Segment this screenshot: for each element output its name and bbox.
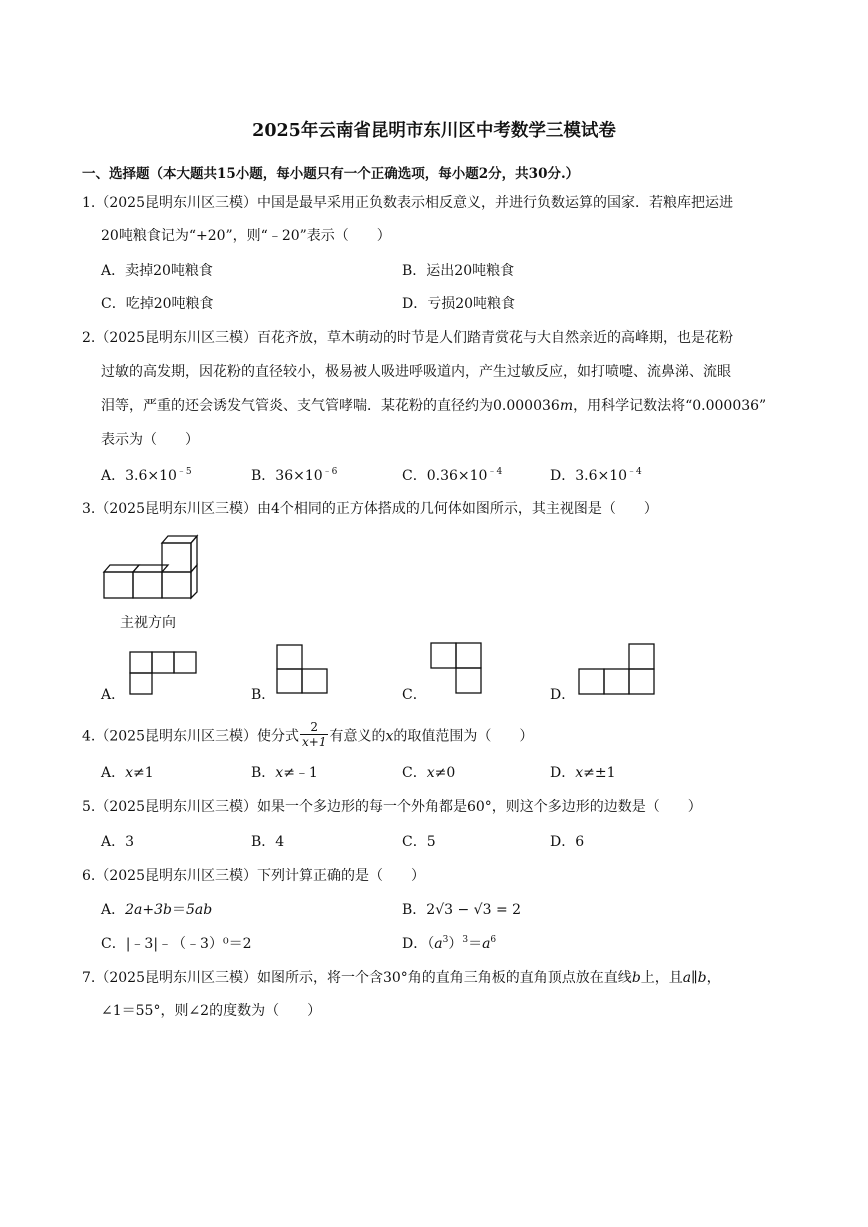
- view-direction-label: 主视方向: [120, 615, 176, 631]
- q2-option-b: B．$36\times 10^{﹣6}$: [251, 467, 338, 484]
- q5-option-c: C．5: [402, 834, 436, 850]
- question-1-line-2: 20吨粮食记为“+20”，则“﹣20”表示（ ）: [101, 228, 391, 244]
- q6-option-a: A．2a+3b＝5ab: [101, 902, 213, 918]
- q5-option-d: D．6: [550, 834, 585, 850]
- question-2-line-3: 泪等，严重的还会诱发气管炎、支气管哮喘．某花粉的直径约为0.000036m，用科学记数法将“0.000036”: [101, 398, 767, 414]
- question-6-line-1: 6.（2025昆明东川区三模）下列计算正确的是（ ）: [82, 868, 425, 884]
- section-heading: 一、选择题（本大题共15小题，每小题只有一个正确选项，每小题2分，共30分.）: [82, 166, 580, 182]
- q6-option-c: C．|﹣3|﹣（﹣3）⁰＝2: [101, 936, 252, 952]
- question-1-line-1: 1.（2025昆明东川区三模）中国是最早采用正负数表示相反意义，并进行负数运算的国家．若粮库把运进: [82, 195, 733, 211]
- q4-option-a: A．x≠1: [101, 765, 154, 781]
- q1-option-a: A．卖掉20吨粮食: [101, 263, 213, 279]
- q4-option-b: B．x≠﹣1: [251, 765, 318, 781]
- page-title: 2025年云南省昆明市东川区中考数学三模试卷: [252, 121, 616, 141]
- q3-option-b-figure: [275, 643, 331, 695]
- q3-option-a-figure: [128, 650, 198, 696]
- q6-option-b: B．2√3 − √3 = 2: [402, 902, 522, 918]
- q5-option-b: B．4: [251, 834, 285, 850]
- q3-option-d-figure: [575, 642, 657, 696]
- q1-option-c: C．吃掉20吨粮食: [101, 296, 214, 312]
- question-2-line-1: 2.（2025昆明东川区三模）百花齐放，草木萌动的时节是人们踏青赏花与大自然亲近的高峰期，也是花粉: [82, 330, 733, 346]
- question-3-line-1: 3.（2025昆明东川区三模）由4个相同的正方体搭成的几何体如图所示，其主视图是（ ）: [82, 501, 658, 517]
- q2-option-c: C．$0.36\times 10^{﹣4}$: [402, 467, 503, 484]
- q6-option-d: D．$(a^3)^3=a^6$: [402, 935, 497, 952]
- question-7-line-2: ∠1＝55°，则∠2的度数为（ ）: [101, 1003, 322, 1019]
- question-4-line-1: 4.（2025昆明东川区三模）使分式 $\frac{2}{x+1}$ 有意义的x的取值范围为（ ）: [82, 720, 534, 749]
- q3-option-c-label: C．: [402, 687, 427, 703]
- q2-option-d: D．$3.6\times 10^{﹣4}$: [550, 467, 642, 484]
- question-2-line-4: 表示为（ ）: [101, 432, 199, 448]
- q4-option-c: C．x≠0: [402, 765, 456, 781]
- question-2-line-2: 过敏的高发期，因花粉的直径较小，极易被人吸进呼吸道内，产生过敏反应，如打喷嚏、流鼻涕、流眼: [101, 364, 731, 380]
- q3-option-c-figure: [429, 641, 485, 695]
- q2-option-a: A．$3.6\times 10^{﹣5}$: [101, 467, 192, 484]
- q1-option-d: D．亏损20吨粮食: [402, 296, 516, 312]
- question-7-line-1: 7.（2025昆明东川区三模）如图所示，将一个含30°角的直角三角板的直角顶点放在直线b上，且a∥b，: [82, 970, 721, 986]
- q1-option-b: B．运出20吨粮食: [402, 263, 515, 279]
- q4-option-d: D．x≠±1: [550, 765, 616, 781]
- q3-option-b-label: B．: [251, 687, 276, 703]
- fraction: $\frac{2}{x+1}$: [302, 720, 327, 749]
- question-5-line-1: 5.（2025昆明东川区三模）如果一个多边形的每一个外角都是60°，则这个多边形的边数是（ ）: [82, 799, 702, 815]
- cube-solid-figure: [102, 535, 202, 601]
- q5-option-a: A．3: [101, 834, 135, 850]
- q3-option-a-label: A．: [101, 687, 126, 703]
- q3-option-d-label: D．: [550, 687, 576, 703]
